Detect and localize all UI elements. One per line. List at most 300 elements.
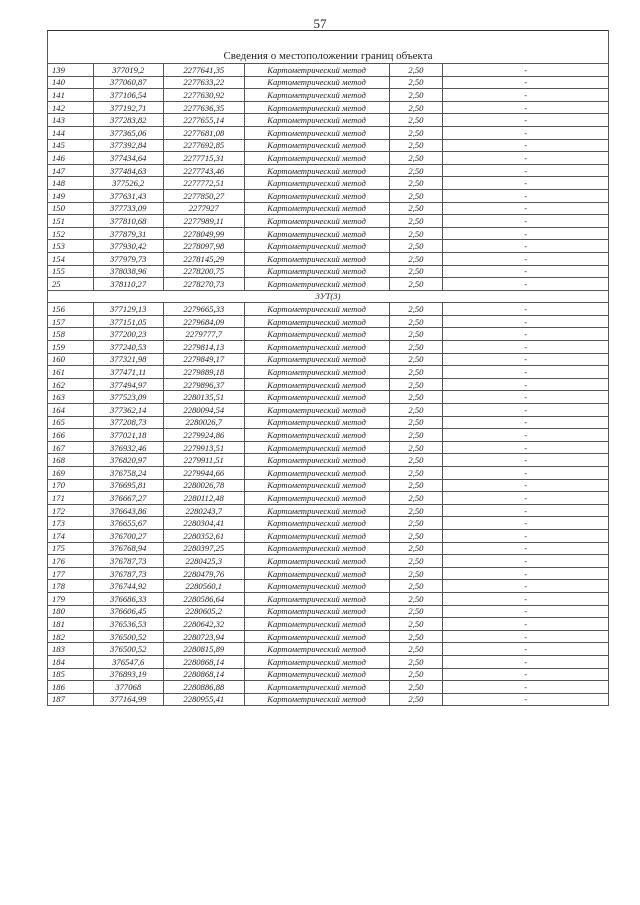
point-number-cell: 143	[48, 114, 94, 127]
method-cell: Картометрический метод	[244, 580, 389, 593]
method-cell: Картометрический метод	[244, 404, 389, 417]
y-coordinate-cell: 2279896,37	[163, 378, 244, 391]
table-row	[48, 618, 609, 631]
y-coordinate-cell: 2278200,75	[163, 265, 244, 278]
description-cell: -	[443, 202, 609, 215]
method-cell: Картометрический метод	[244, 529, 389, 542]
method-cell: Картометрический метод	[244, 278, 389, 291]
accuracy-cell: 2,50	[389, 353, 443, 366]
x-coordinate-cell: 376932,46	[93, 441, 163, 454]
x-coordinate-cell: 376667,27	[93, 492, 163, 505]
accuracy-cell: 2,50	[389, 215, 443, 228]
point-number-cell: 174	[48, 529, 94, 542]
y-coordinate-cell: 2279665,33	[163, 303, 244, 316]
x-coordinate-cell: 377471,11	[93, 366, 163, 379]
accuracy-cell: 2,50	[389, 618, 443, 631]
method-cell: Картометрический метод	[244, 76, 389, 89]
method-cell: Картометрический метод	[244, 655, 389, 668]
point-number-cell: 186	[48, 681, 94, 694]
y-coordinate-cell: 2278145,29	[163, 252, 244, 265]
point-number-cell: 147	[48, 164, 94, 177]
table-row	[48, 592, 609, 605]
x-coordinate-cell: 377321,98	[93, 353, 163, 366]
table-title-row	[48, 31, 609, 64]
method-cell: Картометрический метод	[244, 681, 389, 694]
table-row	[48, 202, 609, 215]
point-number-cell: 173	[48, 517, 94, 530]
method-cell: Картометрический метод	[244, 618, 389, 631]
method-cell: Картометрический метод	[244, 454, 389, 467]
x-coordinate-cell: 376643,86	[93, 504, 163, 517]
y-coordinate-cell: 2280815,89	[163, 643, 244, 656]
accuracy-cell: 2,50	[389, 416, 443, 429]
point-number-cell: 148	[48, 177, 94, 190]
accuracy-cell: 2,50	[389, 328, 443, 341]
y-coordinate-cell: 2280955,41	[163, 693, 244, 706]
y-coordinate-cell: 2278097,98	[163, 240, 244, 253]
y-coordinate-cell: 2280397,25	[163, 542, 244, 555]
accuracy-cell: 2,50	[389, 366, 443, 379]
table-row	[48, 177, 609, 190]
table-row	[48, 303, 609, 316]
description-cell: -	[443, 467, 609, 480]
y-coordinate-cell: 2280352,61	[163, 529, 244, 542]
x-coordinate-cell: 377631,43	[93, 189, 163, 202]
point-number-cell: 145	[48, 139, 94, 152]
method-cell: Картометрический метод	[244, 668, 389, 681]
table-row	[48, 152, 609, 165]
point-number-cell: 155	[48, 265, 94, 278]
accuracy-cell: 2,50	[389, 429, 443, 442]
accuracy-cell: 2,50	[389, 504, 443, 517]
accuracy-cell: 2,50	[389, 278, 443, 291]
table-row	[48, 404, 609, 417]
method-cell: Картометрический метод	[244, 492, 389, 505]
description-cell: -	[443, 492, 609, 505]
point-number-cell: 172	[48, 504, 94, 517]
point-number-cell: 139	[48, 64, 94, 77]
method-cell: Картометрический метод	[244, 215, 389, 228]
table-row	[48, 114, 609, 127]
accuracy-cell: 2,50	[389, 517, 443, 530]
page-number: 57	[313, 16, 327, 31]
table-row	[48, 189, 609, 202]
y-coordinate-cell: 2279924,86	[163, 429, 244, 442]
description-cell: -	[443, 555, 609, 568]
table-row	[48, 605, 609, 618]
x-coordinate-cell: 376768,94	[93, 542, 163, 555]
table-row	[48, 252, 609, 265]
x-coordinate-cell: 376893,19	[93, 668, 163, 681]
description-cell: -	[443, 529, 609, 542]
table-row	[48, 479, 609, 492]
table-row	[48, 215, 609, 228]
point-number-cell: 140	[48, 76, 94, 89]
accuracy-cell: 2,50	[389, 64, 443, 77]
table-row	[48, 278, 609, 291]
table-row	[48, 353, 609, 366]
method-cell: Картометрический метод	[244, 693, 389, 706]
point-number-cell: 154	[48, 252, 94, 265]
point-number-cell: 162	[48, 378, 94, 391]
table-row	[48, 555, 609, 568]
accuracy-cell: 2,50	[389, 441, 443, 454]
x-coordinate-cell: 377392,84	[93, 139, 163, 152]
table-row	[48, 529, 609, 542]
accuracy-cell: 2,50	[389, 303, 443, 316]
method-cell: Картометрический метод	[244, 265, 389, 278]
point-number-cell: 150	[48, 202, 94, 215]
description-cell: -	[443, 164, 609, 177]
y-coordinate-cell: 2280886,88	[163, 681, 244, 694]
y-coordinate-cell: 2277681,08	[163, 126, 244, 139]
accuracy-cell: 2,50	[389, 227, 443, 240]
y-coordinate-cell: 2280560,1	[163, 580, 244, 593]
method-cell: Картометрический метод	[244, 429, 389, 442]
point-number-cell: 152	[48, 227, 94, 240]
point-number-cell: 141	[48, 89, 94, 102]
y-coordinate-cell: 2277692,85	[163, 139, 244, 152]
description-cell: -	[443, 580, 609, 593]
x-coordinate-cell: 376787,73	[93, 567, 163, 580]
x-coordinate-cell: 378110,27	[93, 278, 163, 291]
accuracy-cell: 2,50	[389, 592, 443, 605]
x-coordinate-cell: 377733,09	[93, 202, 163, 215]
accuracy-cell: 2,50	[389, 479, 443, 492]
y-coordinate-cell: 2280723,94	[163, 630, 244, 643]
y-coordinate-cell: 2280243,7	[163, 504, 244, 517]
table-row	[48, 630, 609, 643]
accuracy-cell: 2,50	[389, 101, 443, 114]
description-cell: -	[443, 479, 609, 492]
description-cell: -	[443, 643, 609, 656]
x-coordinate-cell: 377200,23	[93, 328, 163, 341]
y-coordinate-cell: 2279944,66	[163, 467, 244, 480]
y-coordinate-cell: 2277633,22	[163, 76, 244, 89]
point-number-cell: 183	[48, 643, 94, 656]
accuracy-cell: 2,50	[389, 240, 443, 253]
accuracy-cell: 2,50	[389, 529, 443, 542]
point-number-cell: 164	[48, 404, 94, 417]
x-coordinate-cell: 377068	[93, 681, 163, 694]
table-row	[48, 441, 609, 454]
y-coordinate-cell: 2277772,51	[163, 177, 244, 190]
description-cell: -	[443, 429, 609, 442]
description-cell: -	[443, 215, 609, 228]
x-coordinate-cell: 377151,05	[93, 315, 163, 328]
method-cell: Картометрический метод	[244, 592, 389, 605]
description-cell: -	[443, 353, 609, 366]
point-number-cell: 142	[48, 101, 94, 114]
description-cell: -	[443, 89, 609, 102]
y-coordinate-cell: 2279814,13	[163, 341, 244, 354]
table-row	[48, 517, 609, 530]
accuracy-cell: 2,50	[389, 391, 443, 404]
table-row	[48, 580, 609, 593]
accuracy-cell: 2,50	[389, 252, 443, 265]
x-coordinate-cell: 376500,52	[93, 630, 163, 643]
x-coordinate-cell: 376547,6	[93, 655, 163, 668]
x-coordinate-cell: 377060,87	[93, 76, 163, 89]
description-cell: -	[443, 441, 609, 454]
table-row	[48, 492, 609, 505]
point-number-cell: 175	[48, 542, 94, 555]
table-row	[48, 504, 609, 517]
x-coordinate-cell: 378038,96	[93, 265, 163, 278]
point-number-cell: 187	[48, 693, 94, 706]
x-coordinate-cell: 376787,73	[93, 555, 163, 568]
x-coordinate-cell: 377208,73	[93, 416, 163, 429]
point-number-cell: 182	[48, 630, 94, 643]
point-number-cell: 185	[48, 668, 94, 681]
table-row	[48, 89, 609, 102]
table-row	[48, 164, 609, 177]
accuracy-cell: 2,50	[389, 492, 443, 505]
accuracy-cell: 2,50	[389, 89, 443, 102]
description-cell: -	[443, 328, 609, 341]
point-number-cell: 178	[48, 580, 94, 593]
point-number-cell: 159	[48, 341, 94, 354]
table-row	[48, 454, 609, 467]
accuracy-cell: 2,50	[389, 152, 443, 165]
point-number-cell: 153	[48, 240, 94, 253]
point-number-cell: 25	[48, 278, 94, 291]
method-cell: Картометрический метод	[244, 416, 389, 429]
method-cell: Картометрический метод	[244, 315, 389, 328]
description-cell: -	[443, 504, 609, 517]
method-cell: Картометрический метод	[244, 630, 389, 643]
y-coordinate-cell: 2279911,51	[163, 454, 244, 467]
accuracy-cell: 2,50	[389, 605, 443, 618]
method-cell: Картометрический метод	[244, 152, 389, 165]
description-cell: -	[443, 177, 609, 190]
x-coordinate-cell: 376700,27	[93, 529, 163, 542]
table-title: Сведения о местоположении границ объекта	[48, 31, 609, 64]
description-cell: -	[443, 101, 609, 114]
method-cell: Картометрический метод	[244, 479, 389, 492]
y-coordinate-cell: 2277641,35	[163, 64, 244, 77]
table-row	[48, 542, 609, 555]
x-coordinate-cell: 377164,99	[93, 693, 163, 706]
x-coordinate-cell: 377365,06	[93, 126, 163, 139]
table-row	[48, 643, 609, 656]
y-coordinate-cell: 2279889,18	[163, 366, 244, 379]
description-cell: -	[443, 416, 609, 429]
description-cell: -	[443, 592, 609, 605]
x-coordinate-cell: 377283,82	[93, 114, 163, 127]
x-coordinate-cell: 376744,92	[93, 580, 163, 593]
table-row	[48, 227, 609, 240]
method-cell: Картометрический метод	[244, 542, 389, 555]
accuracy-cell: 2,50	[389, 139, 443, 152]
method-cell: Картометрический метод	[244, 177, 389, 190]
point-number-cell: 169	[48, 467, 94, 480]
y-coordinate-cell: 2277630,92	[163, 89, 244, 102]
description-cell: -	[443, 315, 609, 328]
accuracy-cell: 2,50	[389, 467, 443, 480]
point-number-cell: 168	[48, 454, 94, 467]
method-cell: Картометрический метод	[244, 366, 389, 379]
y-coordinate-cell: 2280026,78	[163, 479, 244, 492]
section-row	[48, 290, 609, 303]
x-coordinate-cell: 376686,33	[93, 592, 163, 605]
description-cell: -	[443, 404, 609, 417]
table-row	[48, 366, 609, 379]
description-cell: -	[443, 567, 609, 580]
point-number-cell: 184	[48, 655, 94, 668]
description-cell: -	[443, 655, 609, 668]
point-number-cell: 160	[48, 353, 94, 366]
point-number-cell: 161	[48, 366, 94, 379]
method-cell: Картометрический метод	[244, 189, 389, 202]
description-cell: -	[443, 391, 609, 404]
y-coordinate-cell: 2280868,14	[163, 655, 244, 668]
y-coordinate-cell: 2280112,48	[163, 492, 244, 505]
method-cell: Картометрический метод	[244, 202, 389, 215]
method-cell: Картометрический метод	[244, 164, 389, 177]
table-row	[48, 76, 609, 89]
method-cell: Картометрический метод	[244, 567, 389, 580]
y-coordinate-cell: 2277850,27	[163, 189, 244, 202]
boundary-table	[47, 30, 609, 706]
x-coordinate-cell: 376695,81	[93, 479, 163, 492]
x-coordinate-cell: 377129,13	[93, 303, 163, 316]
method-cell: Картометрический метод	[244, 555, 389, 568]
description-cell: -	[443, 517, 609, 530]
method-cell: Картометрический метод	[244, 139, 389, 152]
description-cell: -	[443, 240, 609, 253]
table-row	[48, 391, 609, 404]
table-row	[48, 429, 609, 442]
accuracy-cell: 2,50	[389, 668, 443, 681]
x-coordinate-cell: 377192,71	[93, 101, 163, 114]
description-cell: -	[443, 152, 609, 165]
description-cell: -	[443, 114, 609, 127]
point-number-cell: 156	[48, 303, 94, 316]
method-cell: Картометрический метод	[244, 240, 389, 253]
table-row	[48, 567, 609, 580]
accuracy-cell: 2,50	[389, 164, 443, 177]
x-coordinate-cell: 377526,2	[93, 177, 163, 190]
x-coordinate-cell: 377362,14	[93, 404, 163, 417]
method-cell: Картометрический метод	[244, 114, 389, 127]
table-row	[48, 378, 609, 391]
x-coordinate-cell: 377979,73	[93, 252, 163, 265]
table-row	[48, 341, 609, 354]
x-coordinate-cell: 377484,63	[93, 164, 163, 177]
method-cell: Картометрический метод	[244, 378, 389, 391]
point-number-cell: 180	[48, 605, 94, 618]
method-cell: Картометрический метод	[244, 643, 389, 656]
description-cell: -	[443, 139, 609, 152]
y-coordinate-cell: 2280868,14	[163, 668, 244, 681]
table-row	[48, 101, 609, 114]
y-coordinate-cell: 2279777,7	[163, 328, 244, 341]
description-cell: -	[443, 227, 609, 240]
method-cell: Картометрический метод	[244, 227, 389, 240]
point-number-cell: 176	[48, 555, 94, 568]
table-row	[48, 315, 609, 328]
table-row	[48, 668, 609, 681]
table-row	[48, 64, 609, 77]
description-cell: -	[443, 126, 609, 139]
point-number-cell: 166	[48, 429, 94, 442]
point-number-cell: 158	[48, 328, 94, 341]
y-coordinate-cell: 2277743,46	[163, 164, 244, 177]
description-cell: -	[443, 378, 609, 391]
accuracy-cell: 2,50	[389, 126, 443, 139]
point-number-cell: 144	[48, 126, 94, 139]
accuracy-cell: 2,50	[389, 378, 443, 391]
point-number-cell: 179	[48, 592, 94, 605]
x-coordinate-cell: 376655,67	[93, 517, 163, 530]
description-cell: -	[443, 542, 609, 555]
method-cell: Картометрический метод	[244, 303, 389, 316]
x-coordinate-cell: 377879,31	[93, 227, 163, 240]
point-number-cell: 157	[48, 315, 94, 328]
description-cell: -	[443, 76, 609, 89]
method-cell: Картометрический метод	[244, 605, 389, 618]
method-cell: Картометрический метод	[244, 517, 389, 530]
description-cell: -	[443, 605, 609, 618]
description-cell: -	[443, 303, 609, 316]
accuracy-cell: 2,50	[389, 693, 443, 706]
y-coordinate-cell: 2280479,76	[163, 567, 244, 580]
point-number-cell: 151	[48, 215, 94, 228]
description-cell: -	[443, 278, 609, 291]
table-row	[48, 467, 609, 480]
description-cell: -	[443, 693, 609, 706]
accuracy-cell: 2,50	[389, 265, 443, 278]
table-row	[48, 655, 609, 668]
x-coordinate-cell: 376536,53	[93, 618, 163, 631]
accuracy-cell: 2,50	[389, 189, 443, 202]
accuracy-cell: 2,50	[389, 542, 443, 555]
description-cell: -	[443, 454, 609, 467]
accuracy-cell: 2,50	[389, 177, 443, 190]
y-coordinate-cell: 2278049,99	[163, 227, 244, 240]
method-cell: Картометрический метод	[244, 64, 389, 77]
point-number-cell: 165	[48, 416, 94, 429]
description-cell: -	[443, 265, 609, 278]
description-cell: -	[443, 618, 609, 631]
table-row	[48, 328, 609, 341]
method-cell: Картометрический метод	[244, 126, 389, 139]
x-coordinate-cell: 377240,53	[93, 341, 163, 354]
y-coordinate-cell: 2280425,3	[163, 555, 244, 568]
point-number-cell: 167	[48, 441, 94, 454]
accuracy-cell: 2,50	[389, 76, 443, 89]
y-coordinate-cell: 2280094,54	[163, 404, 244, 417]
description-cell: -	[443, 341, 609, 354]
x-coordinate-cell: 377494,97	[93, 378, 163, 391]
description-cell: -	[443, 681, 609, 694]
description-cell: -	[443, 64, 609, 77]
method-cell: Картометрический метод	[244, 467, 389, 480]
description-cell: -	[443, 189, 609, 202]
accuracy-cell: 2,50	[389, 202, 443, 215]
y-coordinate-cell: 2279684,09	[163, 315, 244, 328]
x-coordinate-cell: 376500,52	[93, 643, 163, 656]
description-cell: -	[443, 630, 609, 643]
method-cell: Картометрический метод	[244, 101, 389, 114]
method-cell: Картометрический метод	[244, 441, 389, 454]
method-cell: Картометрический метод	[244, 341, 389, 354]
description-cell: -	[443, 252, 609, 265]
method-cell: Картометрический метод	[244, 391, 389, 404]
y-coordinate-cell: 2280026,7	[163, 416, 244, 429]
y-coordinate-cell: 2280586,64	[163, 592, 244, 605]
